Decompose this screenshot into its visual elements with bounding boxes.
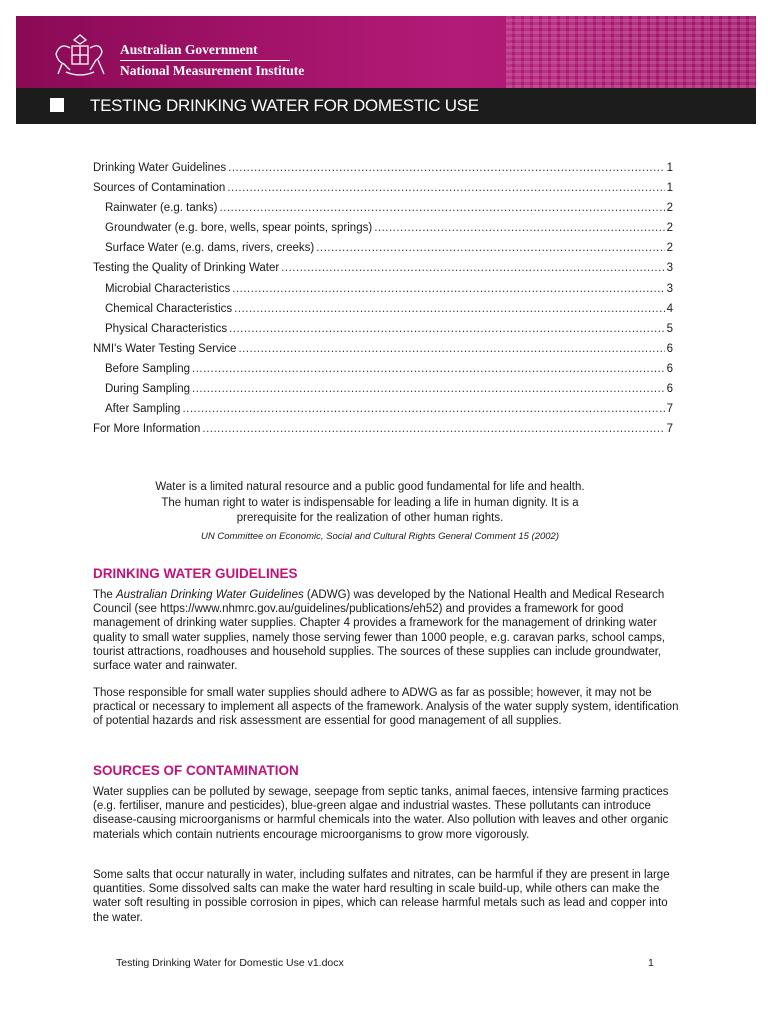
footer-filename: Testing Drinking Water for Domestic Use v1.docx [116,957,344,969]
toc-leader-dots [232,283,664,295]
toc-entry[interactable] [93,383,673,403]
toc-entry[interactable] [93,323,673,343]
toc-leader-dots [234,303,664,315]
toc-entry-label: Drinking Water Guidelines [93,162,227,174]
toc-entry-label: Physical Characteristics [105,322,228,335]
toc-entry-label: Sources of Contamination [93,182,226,195]
contamination-paragraph-2: Some salts that occur naturally in water, including sulfates and nitrates, can be harmful if they are present in large quantities. Some dissolved salts can make the water hard resulting in scale build-up, while others can make the water soft resulting in possible corrosion in pipes, which can release harmful metals such as lead and copper into the water. [93,869,670,924]
coat-of-arms-icon [48,32,112,78]
toc-entry[interactable] [93,262,673,282]
toc-entry-label: Rainwater (e.g. tanks) [105,202,218,215]
toc-entry[interactable] [93,222,673,242]
toc-entry-label: Testing the Quality of Drinking Water [93,262,280,275]
toc-entry-page: 6 [666,342,673,355]
toc-entry-page: 2 [666,202,673,215]
toc-leader-dots [182,403,664,415]
toc-entry[interactable] [93,363,673,383]
section-heading-guidelines: DRINKING WATER GUIDELINES [93,566,298,581]
toc-entry-page: 1 [666,182,673,195]
toc-entry-page: 4 [666,302,673,315]
title-square-icon [50,98,64,112]
toc-entry[interactable] [93,162,673,182]
adwg-title-italic: Australian Drinking Water Guidelines [116,589,304,601]
toc-leader-dots [238,343,664,355]
p1-text-post: (ADWG) was developed by the National Health and Medical Research Council (see https://www.nhmrc.gov.au/guidelines/publications/eh52) and provides a framework for good management of drinking water supplies. Chapter 4 provides a framework for the management of drinking water quality to small water supplies, namely those serving fewer than 1000 people, e.g. caravan parks, school camps, tourist attractions, roadhouses and household supplies. The sources of these supplies can include groundwater, surface water and rainwater. [93,589,666,673]
toc-entry-page: 7 [666,423,673,436]
guidelines-paragraph-2: Those responsible for small water supplies should adhere to ADWG as far as possible; however, it may not be practical or necessary to implement all aspects of the framework. Analysis of the water supply system, identification of potential hazards and risk assessment are essential for good management of all supplies. [93,687,679,728]
toc-leader-dots [316,242,664,254]
toc-entry-label: Before Sampling [105,362,191,375]
toc-entry-label: During Sampling [105,383,191,396]
toc-leader-dots [281,262,664,274]
title-bar [16,88,756,124]
toc-entry-page: 6 [666,362,673,375]
gov-line-1: Australian Government [120,42,258,57]
toc-leader-dots [228,162,664,174]
toc-entry-label: Microbial Characteristics [105,282,231,295]
toc-entry-page: 3 [666,262,673,275]
toc-entry[interactable] [93,202,673,222]
document-title: TESTING DRINKING WATER FOR DOMESTIC USE [90,96,479,115]
toc-entry[interactable] [93,182,673,202]
toc-entry-page: 3 [666,282,673,295]
banner-pattern [506,16,756,88]
guidelines-paragraph-1 [93,588,679,673]
p1-text-pre: The [93,589,117,601]
toc-entry-page: 1 [666,162,673,174]
toc-leader-dots [220,202,665,214]
toc-leader-dots [229,323,665,335]
toc-leader-dots [227,182,664,194]
contamination-paragraph-1: Water supplies can be polluted by sewage, seepage from septic tanks, animal faeces, intensive farming practices (e.g. fertiliser, manure and pesticides), blue-green algae and industrial wastes. These pollutants can introduce disease-causing microorganisms or harmful chemicals into the water. Also pollution with leaves and other organic materials which contain nutrients encourage microorganisms to grow more vigorously. [93,786,669,841]
wordmark-divider [120,60,290,61]
toc-entry[interactable] [93,403,673,423]
toc-entry-label: Chemical Characteristics [105,302,233,315]
section-heading-contamination: SOURCES OF CONTAMINATION [93,763,299,778]
toc-entry-label: After Sampling [105,403,181,416]
epigraph-source: UN Committee on Economic, Social and Cultural Rights General Comment 15 (2002) [201,531,559,542]
table-of-contents [93,162,673,443]
toc-entry-page: 2 [666,242,673,255]
toc-entry[interactable] [93,242,673,262]
toc-leader-dots [192,363,665,375]
header-banner [16,16,756,88]
toc-leader-dots [202,423,664,435]
toc-entry-label: Surface Water (e.g. dams, rivers, creeks) [105,242,315,255]
toc-leader-dots [374,222,664,234]
toc-entry[interactable] [93,303,673,323]
gov-line-2: National Measurement Institute [120,63,305,78]
epigraph-quote: Water is a limited natural resource and a public good fundamental for life and health. The human right to water is indispensable for leading a life in human dignity. It is a prerequisite for the realization of other human rights. [155,481,585,524]
toc-leader-dots [192,383,665,395]
government-wordmark [120,42,304,79]
toc-entry[interactable] [93,343,673,363]
toc-entry-label: For More Information [93,423,201,436]
footer-page-number: 1 [648,957,654,969]
toc-entry[interactable] [93,423,673,443]
toc-entry-page: 6 [666,383,673,396]
toc-entry-label: NMI's Water Testing Service [93,342,237,355]
toc-entry-page: 5 [666,322,673,335]
toc-entry-page: 7 [666,403,673,416]
toc-entry-page: 2 [666,222,673,235]
toc-entry-label: Groundwater (e.g. bore, wells, spear points, springs) [105,222,373,235]
toc-entry[interactable] [93,283,673,303]
